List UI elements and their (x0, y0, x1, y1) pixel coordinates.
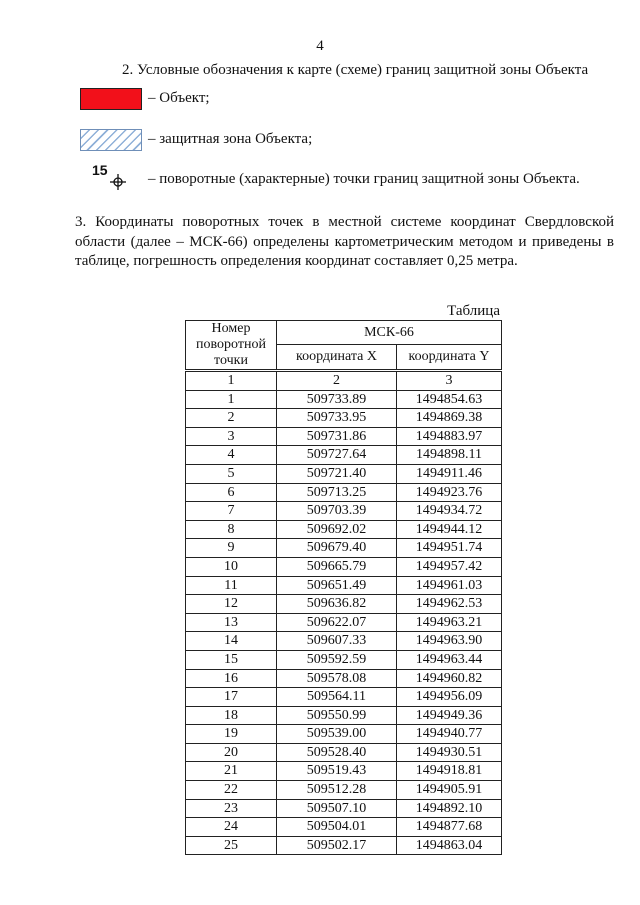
header-coord-y: координата Y (397, 345, 502, 371)
x-coordinate-cell: 509519.43 (277, 762, 397, 781)
point-number-cell: 16 (186, 669, 277, 688)
point-number-cell: 1 (186, 390, 277, 409)
header-msk66: МСК-66 (277, 321, 502, 345)
y-coordinate-cell: 1494940.77 (397, 725, 502, 744)
table-row (186, 725, 502, 744)
y-coordinate-cell: 1494963.21 (397, 613, 502, 632)
y-coordinate-cell: 1494892.10 (397, 799, 502, 818)
index-cell: 2 (277, 371, 397, 391)
table-row (186, 576, 502, 595)
header-point-number: Номер поворотной точки (186, 321, 277, 371)
legend-item-protective-zone (80, 128, 142, 152)
index-cell: 3 (397, 371, 502, 391)
x-coordinate-cell: 509507.10 (277, 799, 397, 818)
coordinates-table (185, 320, 502, 855)
point-number-cell: 12 (186, 595, 277, 614)
x-coordinate-cell: 509504.01 (277, 818, 397, 837)
x-coordinate-cell: 509703.39 (277, 502, 397, 521)
point-number-cell: 4 (186, 446, 277, 465)
x-coordinate-cell: 509578.08 (277, 669, 397, 688)
y-coordinate-cell: 1494934.72 (397, 502, 502, 521)
table-row (186, 502, 502, 521)
point-number-cell: 20 (186, 743, 277, 762)
x-coordinate-cell: 509721.40 (277, 464, 397, 483)
x-coordinate-cell: 509713.25 (277, 483, 397, 502)
point-number-cell: 25 (186, 836, 277, 855)
table-row (186, 539, 502, 558)
point-number-cell: 15 (186, 650, 277, 669)
table-row (186, 799, 502, 818)
point-number-cell: 5 (186, 464, 277, 483)
table-row (186, 706, 502, 725)
x-coordinate-cell: 509679.40 (277, 539, 397, 558)
x-coordinate-cell: 509727.64 (277, 446, 397, 465)
y-coordinate-cell: 1494905.91 (397, 781, 502, 800)
table-row (186, 520, 502, 539)
x-coordinate-cell: 509528.40 (277, 743, 397, 762)
y-coordinate-cell: 1494957.42 (397, 557, 502, 576)
x-coordinate-cell: 509502.17 (277, 836, 397, 855)
x-coordinate-cell: 509550.99 (277, 706, 397, 725)
table-row (186, 836, 502, 855)
table-row (186, 409, 502, 428)
index-cell: 1 (186, 371, 277, 391)
point-number-cell: 19 (186, 725, 277, 744)
x-coordinate-cell: 509622.07 (277, 613, 397, 632)
point-number-cell: 9 (186, 539, 277, 558)
x-coordinate-cell: 509592.59 (277, 650, 397, 669)
y-coordinate-cell: 1494877.68 (397, 818, 502, 837)
point-number-cell: 2 (186, 409, 277, 428)
y-coordinate-cell: 1494930.51 (397, 743, 502, 762)
table-row (186, 632, 502, 651)
x-coordinate-cell: 509665.79 (277, 557, 397, 576)
x-coordinate-cell: 509607.33 (277, 632, 397, 651)
y-coordinate-cell: 1494898.11 (397, 446, 502, 465)
y-coordinate-cell: 1494923.76 (397, 483, 502, 502)
x-coordinate-cell: 509733.95 (277, 409, 397, 428)
x-coordinate-cell: 509512.28 (277, 781, 397, 800)
legend-title: 2. Условные обозначения к карте (схеме) границ защитной зоны Объекта (122, 62, 589, 78)
table-row (186, 427, 502, 446)
table-row (186, 446, 502, 465)
table-row (186, 650, 502, 669)
y-coordinate-cell: 1494863.04 (397, 836, 502, 855)
protective-zone-hatch-swatch (80, 129, 142, 151)
table-row (186, 781, 502, 800)
x-coordinate-cell: 509651.49 (277, 576, 397, 595)
header-coord-x: координата X (277, 345, 397, 371)
x-coordinate-cell: 509731.86 (277, 427, 397, 446)
table-row (186, 464, 502, 483)
point-number-cell: 13 (186, 613, 277, 632)
point-number-cell: 17 (186, 688, 277, 707)
table-row (186, 613, 502, 632)
y-coordinate-cell: 1494911.46 (397, 464, 502, 483)
point-number-cell: 23 (186, 799, 277, 818)
point-number-cell: 24 (186, 818, 277, 837)
table-row (186, 557, 502, 576)
y-coordinate-cell: 1494961.03 (397, 576, 502, 595)
y-coordinate-cell: 1494951.74 (397, 539, 502, 558)
y-coordinate-cell: 1494962.53 (397, 595, 502, 614)
turning-point-marker (92, 162, 132, 192)
turning-point-number: 15 (92, 162, 108, 178)
y-coordinate-cell: 1494918.81 (397, 762, 502, 781)
legend-item-object (80, 87, 142, 111)
crosshair-icon (110, 174, 126, 190)
table-row (186, 818, 502, 837)
index-row (186, 371, 502, 391)
x-coordinate-cell: 509564.11 (277, 688, 397, 707)
y-coordinate-cell: 1494949.36 (397, 706, 502, 725)
point-number-cell: 14 (186, 632, 277, 651)
point-number-cell: 6 (186, 483, 277, 502)
y-coordinate-cell: 1494960.82 (397, 669, 502, 688)
point-number-cell: 3 (186, 427, 277, 446)
x-coordinate-cell: 509636.82 (277, 595, 397, 614)
y-coordinate-cell: 1494869.38 (397, 409, 502, 428)
table-caption: Таблица (447, 303, 500, 319)
y-coordinate-cell: 1494883.97 (397, 427, 502, 446)
object-red-swatch (80, 88, 142, 110)
point-number-cell: 10 (186, 557, 277, 576)
y-coordinate-cell: 1494944.12 (397, 520, 502, 539)
table-row (186, 743, 502, 762)
legend-text-object: – Объект; (148, 90, 210, 106)
table-row (186, 669, 502, 688)
x-coordinate-cell: 509539.00 (277, 725, 397, 744)
y-coordinate-cell: 1494963.90 (397, 632, 502, 651)
table-row (186, 390, 502, 409)
x-coordinate-cell: 509692.02 (277, 520, 397, 539)
y-coordinate-cell: 1494854.63 (397, 390, 502, 409)
page-number: 4 (316, 38, 324, 54)
point-number-cell: 11 (186, 576, 277, 595)
x-coordinate-cell: 509733.89 (277, 390, 397, 409)
legend-text-protective-zone: – защитная зона Объекта; (148, 131, 313, 147)
point-number-cell: 22 (186, 781, 277, 800)
point-number-cell: 7 (186, 502, 277, 521)
table-row (186, 595, 502, 614)
coordinates-paragraph: 3. Координаты поворотных точек в местной системе координат Свердловской области (далее – МСК-66) определены картометрическим методом и приведены в таблице, погрешность определения координат составляет 0,25 метра. (75, 214, 614, 269)
y-coordinate-cell: 1494963.44 (397, 650, 502, 669)
point-number-cell: 21 (186, 762, 277, 781)
y-coordinate-cell: 1494956.09 (397, 688, 502, 707)
point-number-cell: 8 (186, 520, 277, 539)
table-row (186, 483, 502, 502)
point-number-cell: 18 (186, 706, 277, 725)
table-row (186, 762, 502, 781)
table-row (186, 688, 502, 707)
legend-text-turning-points: – поворотные (характерные) точки границ защитной зоны Объекта. (148, 171, 580, 187)
